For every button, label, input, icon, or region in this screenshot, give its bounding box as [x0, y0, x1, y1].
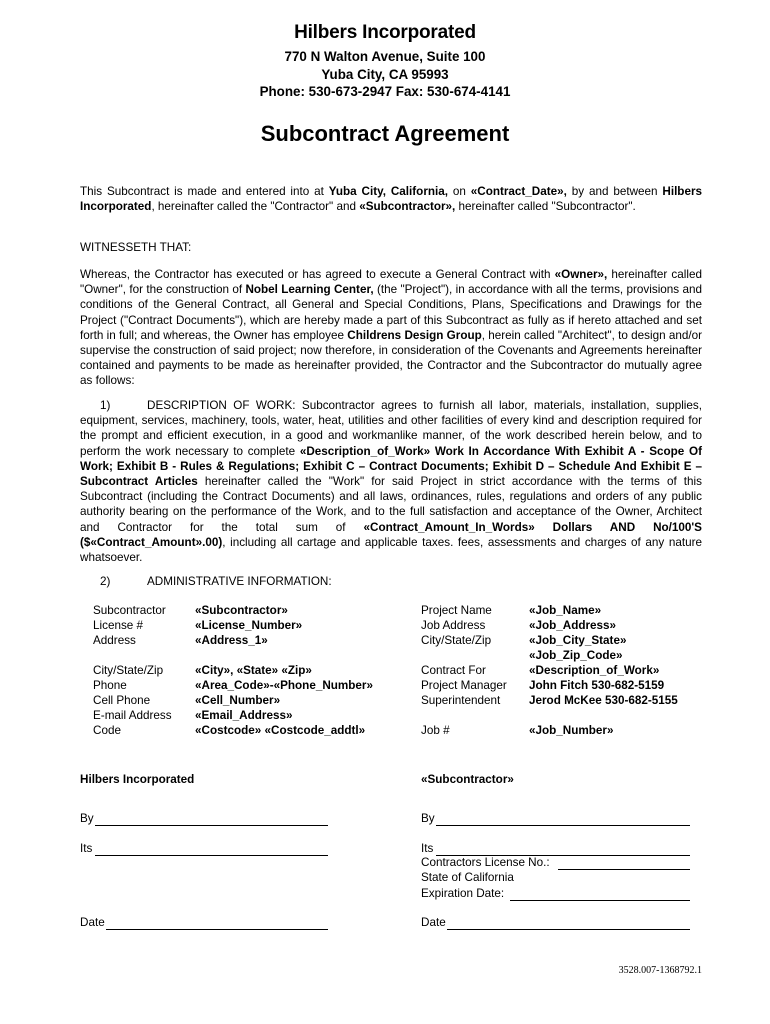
admin-label-project-manager: Project Manager [421, 679, 507, 692]
signature-left-date-label: Date [80, 916, 105, 929]
document-footer-id: 3528.007-1368792.1 [618, 965, 702, 976]
admin-label-phone: Phone [93, 679, 127, 692]
admin-value-job-city-state: «Job_City_State» [529, 634, 627, 647]
admin-value-project-name: «Job_Name» [529, 604, 602, 617]
admin-value-subcontractor: «Subcontractor» [195, 604, 288, 617]
document-title: Subcontract Agreement [260, 121, 510, 146]
signature-right-party: «Subcontractor» [421, 773, 514, 786]
signature-right-date-label: Date [421, 916, 446, 929]
admin-label-superintendent: Superintendent [421, 694, 501, 707]
signature-left-party: Hilbers Incorporated [80, 773, 195, 786]
admin-value-email: «Email_Address» [195, 709, 293, 722]
signature-right-date-line[interactable] [447, 929, 690, 930]
company-name: Hilbers Incorporated [294, 22, 476, 43]
section-1-number: 1) [100, 399, 111, 412]
signature-right-its-label: Its [421, 842, 434, 855]
admin-label-license: License # [93, 619, 144, 632]
admin-label-job-number: Job # [421, 724, 450, 737]
admin-value-city-state-zip: «City», «State» «Zip» [195, 664, 312, 677]
whereas-paragraph: Whereas, the Contractor has executed or has agreed to execute a General Contract with «Owner», hereinafter called "Owner", for the construction of Nobel Learning Center, (the "Project"), in accordance with all the terms, provisions and conditions of the General Contract, all General and Special Conditions, Plans, Specifications and Drawings for the Project ("Contract Documents"), which are hereby made a part of this Subcontract as fully as if hereto attached and set forth in full; and whereas, the Owner has employee Childrens Design Group, herein called "Architect", to design and/or supervise the construction of said project; now therefore, in consideration of the Covenants and Agreements hereinafter contained and payments to be made as hereinafter provided, the Contractor and the Subcontractor do mutually agree as follows: [80, 268, 703, 388]
admin-value-license: «License_Number» [195, 619, 303, 632]
admin-value-contract-for: «Description_of_Work» [529, 664, 660, 677]
signature-right-by-line[interactable] [436, 825, 690, 826]
signature-left-date-line[interactable] [106, 929, 328, 930]
admin-value-job-number: «Job_Number» [529, 724, 614, 737]
company-address-line1: 770 N Walton Avenue, Suite 100 [284, 49, 486, 64]
admin-label-address: Address [93, 634, 136, 647]
witnesseth-heading: WITNESSETH THAT: [80, 241, 192, 254]
admin-label-email: E-mail Address [93, 709, 172, 722]
section-2-number: 2) [100, 575, 111, 588]
admin-value-address: «Address_1» [195, 634, 268, 647]
admin-value-project-manager: John Fitch 530-682-5159 [529, 679, 665, 692]
intro-paragraph: This Subcontract is made and entered into at Yuba City, California, on «Contract_Date», by and between Hilbers Incorporated, hereinafter called the "Contractor" and «Subcontractor», hereinafter called "Subcontractor". [80, 185, 702, 214]
state-of-california: State of California [421, 871, 514, 884]
signature-left-by-label: By [80, 812, 94, 825]
section-1-description-of-work: 1) DESCRIPTION OF WORK: Subcontractor agrees to furnish all labor, materials, installation, supplies, equipment, services, machinery, tools, water, heat, utilities and other facilities of every kind and description required for the prompt and efficient execution, in a good and workmanlike manner, of the work described herein below, and to perform the work necessary to complete «Description_of_Work» Work In Accordance With Exhibit A - Scope Of Work; Exhibit B - Rules & Regulations; Exhibit C – Contract Documents; Exhibit D – Schedule And Exhibit E – Subcontract Articles hereinafter called the "Work" for said Project in strict accordance with the terms of this Subcontract (including the Contract Documents) and all laws, ordinances, rules, regulations and orders of any public authority bearing on the performance of the Work, and to the full satisfaction and acceptance of the Owner, Architect and Contractor for the total sum of «Contract_Amount_In_Words» Dollars AND No/100'S ($«Contract_Amount».00), including all cartage and applicable taxes. fees, assessments and charges of any nature whatsoever. [80, 399, 702, 565]
admin-value-code: «Costcode» «Costcode_addtl» [195, 724, 366, 737]
contractors-license-label: Contractors License No.: [421, 856, 550, 869]
admin-label-job-city-state-zip: City/State/Zip [421, 634, 492, 647]
admin-value-cell-phone: «Cell_Number» [195, 694, 281, 707]
admin-label-subcontractor: Subcontractor [93, 604, 166, 617]
admin-value-phone: «Area_Code»-«Phone_Number» [195, 679, 373, 692]
signature-left-its-line[interactable] [95, 855, 328, 856]
section-2-title: ADMINISTRATIVE INFORMATION: [147, 575, 332, 588]
admin-label-contract-for: Contract For [421, 664, 486, 677]
company-address-line2: Yuba City, CA 95993 [321, 67, 449, 82]
signature-right-by-label: By [421, 812, 435, 825]
admin-label-job-address: Job Address [421, 619, 486, 632]
expiration-date-label: Expiration Date: [421, 887, 505, 900]
signature-left-by-line[interactable] [95, 825, 328, 826]
admin-value-job-zip: «Job_Zip_Code» [529, 649, 623, 662]
admin-value-job-address: «Job_Address» [529, 619, 617, 632]
admin-value-superintendent: Jerod McKee 530-682-5155 [529, 694, 678, 707]
expiration-date-line[interactable] [510, 900, 690, 901]
company-phone-fax: Phone: 530-673-2947 Fax: 530-674-4141 [259, 84, 511, 99]
admin-label-project-name: Project Name [421, 604, 492, 617]
admin-label-cell-phone: Cell Phone [93, 694, 151, 707]
signature-left-its-label: Its [80, 842, 93, 855]
admin-label-city-state-zip: City/State/Zip [93, 664, 164, 677]
contractors-license-line[interactable] [558, 869, 690, 870]
admin-label-code: Code [93, 724, 121, 737]
